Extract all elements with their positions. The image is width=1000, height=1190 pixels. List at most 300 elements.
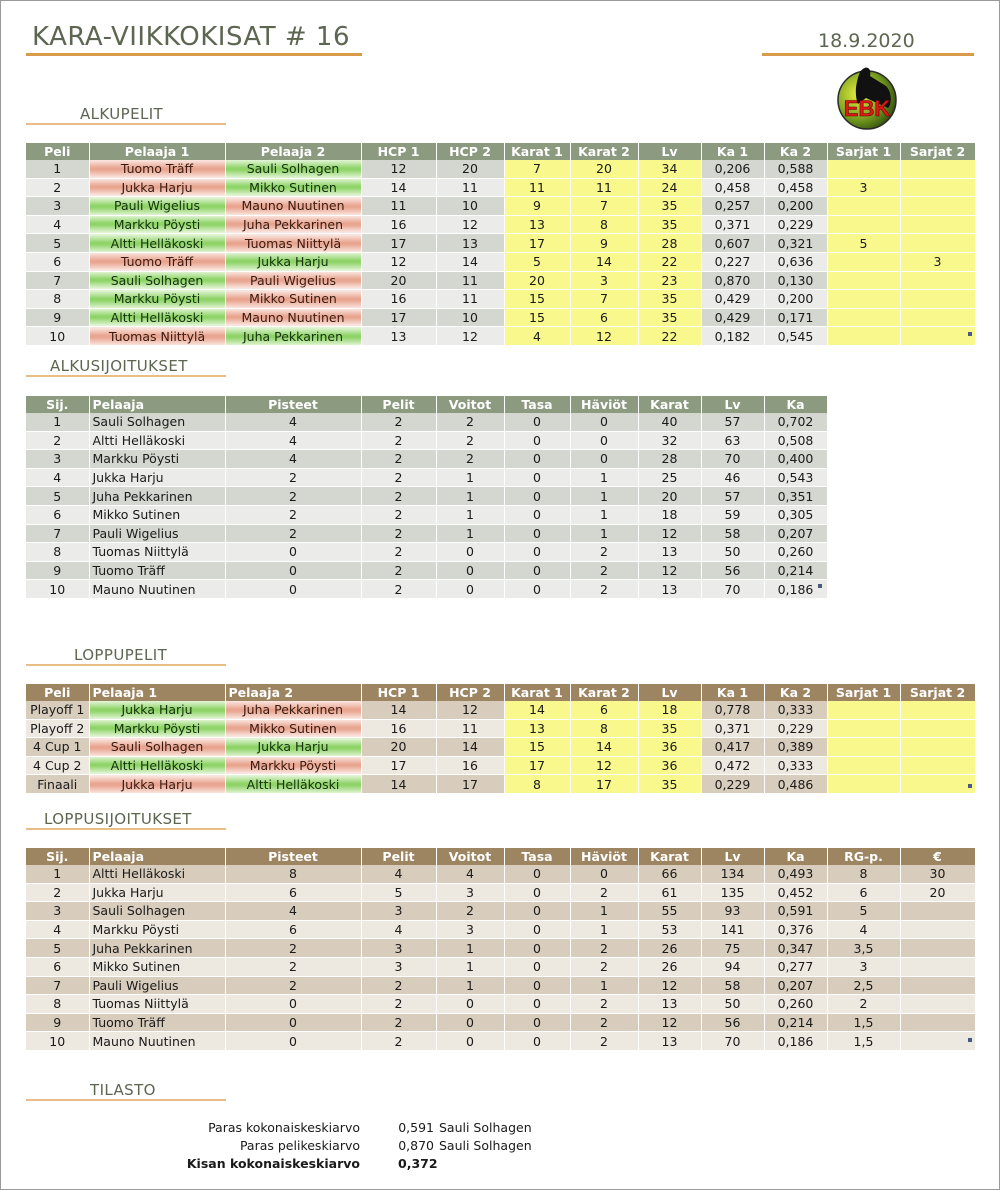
- wins-cell[interactable]: 2: [436, 450, 504, 469]
- karat-1-cell[interactable]: 4: [504, 327, 570, 346]
- prize-cell[interactable]: 20: [900, 883, 975, 902]
- sarjat-2-cell[interactable]: [900, 215, 975, 234]
- lv-cell[interactable]: 58: [701, 524, 764, 543]
- draws-cell[interactable]: 0: [504, 995, 570, 1014]
- wins-cell[interactable]: 3: [436, 920, 504, 939]
- ka-cell[interactable]: 0,702: [764, 413, 827, 431]
- ka-cell[interactable]: 0,186: [764, 1032, 827, 1051]
- lv-cell[interactable]: 35: [638, 775, 701, 794]
- player-1-cell[interactable]: Sauli Solhagen: [89, 738, 225, 757]
- ka-2-cell[interactable]: 0,171: [764, 308, 827, 327]
- losses-cell[interactable]: 2: [570, 1013, 638, 1032]
- wins-cell[interactable]: 0: [436, 1032, 504, 1051]
- ka-1-cell[interactable]: 0,778: [701, 701, 764, 719]
- player-cell[interactable]: Mikko Sutinen: [89, 957, 225, 976]
- player-1-cell[interactable]: Altti Helläkoski: [89, 308, 225, 327]
- ka-2-cell[interactable]: 0,200: [764, 197, 827, 216]
- karat-1-cell[interactable]: 15: [504, 290, 570, 309]
- player-1-cell[interactable]: Markku Pöysti: [89, 290, 225, 309]
- lv-cell[interactable]: 35: [638, 197, 701, 216]
- draws-cell[interactable]: 0: [504, 561, 570, 580]
- player-cell[interactable]: Pauli Wigelius: [89, 524, 225, 543]
- sarjat-1-cell[interactable]: [827, 271, 900, 290]
- losses-cell[interactable]: 0: [570, 431, 638, 450]
- draws-cell[interactable]: 0: [504, 902, 570, 921]
- karat-1-cell[interactable]: 7: [504, 160, 570, 178]
- resize-handle[interactable]: [968, 332, 972, 336]
- ka-1-cell[interactable]: 0,458: [701, 178, 764, 197]
- karat-2-cell[interactable]: 3: [570, 271, 638, 290]
- karat-1-cell[interactable]: 8: [504, 775, 570, 794]
- sarjat-1-cell[interactable]: [827, 738, 900, 757]
- sarjat-1-cell[interactable]: [827, 756, 900, 775]
- player-cell[interactable]: Altti Helläkoski: [89, 865, 225, 883]
- player-cell[interactable]: Altti Helläkoski: [89, 431, 225, 450]
- game-number-cell[interactable]: 2: [26, 178, 89, 197]
- points-cell[interactable]: 4: [225, 902, 361, 921]
- karat-cell[interactable]: 12: [638, 561, 701, 580]
- ka-1-cell[interactable]: 0,472: [701, 756, 764, 775]
- player-1-cell[interactable]: Jukka Harju: [89, 701, 225, 719]
- ka-2-cell[interactable]: 0,200: [764, 290, 827, 309]
- draws-cell[interactable]: 0: [504, 450, 570, 469]
- game-number-cell[interactable]: 1: [26, 160, 89, 178]
- sarjat-1-cell[interactable]: [827, 308, 900, 327]
- games-cell[interactable]: 5: [361, 883, 436, 902]
- lv-cell[interactable]: 63: [701, 431, 764, 450]
- hcp-2-cell[interactable]: 14: [436, 252, 504, 271]
- draws-cell[interactable]: 0: [504, 1013, 570, 1032]
- karat-2-cell[interactable]: 7: [570, 290, 638, 309]
- losses-cell[interactable]: 0: [570, 413, 638, 431]
- game-number-cell[interactable]: 4 Cup 2: [26, 756, 89, 775]
- ka-2-cell[interactable]: 0,545: [764, 327, 827, 346]
- points-cell[interactable]: 4: [225, 431, 361, 450]
- karat-cell[interactable]: 13: [638, 995, 701, 1014]
- points-cell[interactable]: 2: [225, 524, 361, 543]
- rank-cell[interactable]: 8: [26, 543, 89, 562]
- player-2-cell[interactable]: Mikko Sutinen: [225, 178, 361, 197]
- games-cell[interactable]: 2: [361, 468, 436, 487]
- games-cell[interactable]: 2: [361, 1013, 436, 1032]
- lv-cell[interactable]: 59: [701, 505, 764, 524]
- lv-cell[interactable]: 35: [638, 719, 701, 738]
- karat-2-cell[interactable]: 12: [570, 756, 638, 775]
- lv-cell[interactable]: 70: [701, 580, 764, 599]
- hcp-2-cell[interactable]: 11: [436, 271, 504, 290]
- sarjat-2-cell[interactable]: [900, 738, 975, 757]
- wins-cell[interactable]: 2: [436, 431, 504, 450]
- karat-1-cell[interactable]: 14: [504, 701, 570, 719]
- draws-cell[interactable]: 0: [504, 976, 570, 995]
- karat-2-cell[interactable]: 8: [570, 719, 638, 738]
- game-number-cell[interactable]: 4: [26, 215, 89, 234]
- rank-cell[interactable]: 7: [26, 976, 89, 995]
- hcp-2-cell[interactable]: 11: [436, 290, 504, 309]
- player-cell[interactable]: Mikko Sutinen: [89, 505, 225, 524]
- game-number-cell[interactable]: 10: [26, 327, 89, 346]
- karat-cell[interactable]: 20: [638, 487, 701, 506]
- hcp-1-cell[interactable]: 16: [361, 290, 436, 309]
- ka-1-cell[interactable]: 0,257: [701, 197, 764, 216]
- player-2-cell[interactable]: Markku Pöysti: [225, 756, 361, 775]
- games-cell[interactable]: 2: [361, 413, 436, 431]
- games-cell[interactable]: 4: [361, 865, 436, 883]
- rank-cell[interactable]: 3: [26, 902, 89, 921]
- ka-cell[interactable]: 0,543: [764, 468, 827, 487]
- player-cell[interactable]: Markku Pöysti: [89, 450, 225, 469]
- ka-cell[interactable]: 0,400: [764, 450, 827, 469]
- hcp-2-cell[interactable]: 12: [436, 215, 504, 234]
- player-2-cell[interactable]: Sauli Solhagen: [225, 160, 361, 178]
- karat-cell[interactable]: 12: [638, 976, 701, 995]
- karat-2-cell[interactable]: 20: [570, 160, 638, 178]
- karat-1-cell[interactable]: 11: [504, 178, 570, 197]
- karat-cell[interactable]: 26: [638, 957, 701, 976]
- ka-cell[interactable]: 0,376: [764, 920, 827, 939]
- lv-cell[interactable]: 93: [701, 902, 764, 921]
- sarjat-2-cell[interactable]: [900, 290, 975, 309]
- points-cell[interactable]: 2: [225, 487, 361, 506]
- lv-cell[interactable]: 70: [701, 450, 764, 469]
- lv-cell[interactable]: 50: [701, 995, 764, 1014]
- hcp-1-cell[interactable]: 17: [361, 756, 436, 775]
- sarjat-1-cell[interactable]: [827, 775, 900, 794]
- ka-1-cell[interactable]: 0,227: [701, 252, 764, 271]
- lv-cell[interactable]: 57: [701, 413, 764, 431]
- rank-cell[interactable]: 2: [26, 883, 89, 902]
- karat-cell[interactable]: 26: [638, 939, 701, 958]
- ka-2-cell[interactable]: 0,588: [764, 160, 827, 178]
- lv-cell[interactable]: 141: [701, 920, 764, 939]
- rg-points-cell[interactable]: 2: [827, 995, 900, 1014]
- prize-cell[interactable]: [900, 939, 975, 958]
- sarjat-1-cell[interactable]: [827, 290, 900, 309]
- player-cell[interactable]: Tuomas Niittylä: [89, 543, 225, 562]
- rank-cell[interactable]: 10: [26, 1032, 89, 1051]
- draws-cell[interactable]: 0: [504, 1032, 570, 1051]
- wins-cell[interactable]: 1: [436, 976, 504, 995]
- player-cell[interactable]: Jukka Harju: [89, 468, 225, 487]
- lv-cell[interactable]: 22: [638, 327, 701, 346]
- game-number-cell[interactable]: 9: [26, 308, 89, 327]
- points-cell[interactable]: 0: [225, 995, 361, 1014]
- karat-2-cell[interactable]: 6: [570, 308, 638, 327]
- games-cell[interactable]: 2: [361, 431, 436, 450]
- karat-cell[interactable]: 28: [638, 450, 701, 469]
- points-cell[interactable]: 2: [225, 468, 361, 487]
- losses-cell[interactable]: 1: [570, 902, 638, 921]
- lv-cell[interactable]: 28: [638, 234, 701, 253]
- hcp-2-cell[interactable]: 10: [436, 308, 504, 327]
- points-cell[interactable]: 6: [225, 883, 361, 902]
- lv-cell[interactable]: 56: [701, 561, 764, 580]
- rank-cell[interactable]: 4: [26, 920, 89, 939]
- player-cell[interactable]: Juha Pekkarinen: [89, 487, 225, 506]
- lv-cell[interactable]: 56: [701, 1013, 764, 1032]
- player-1-cell[interactable]: Altti Helläkoski: [89, 234, 225, 253]
- ka-cell[interactable]: 0,214: [764, 561, 827, 580]
- player-cell[interactable]: Sauli Solhagen: [89, 902, 225, 921]
- wins-cell[interactable]: 0: [436, 561, 504, 580]
- karat-2-cell[interactable]: 17: [570, 775, 638, 794]
- player-1-cell[interactable]: Tuomas Niittylä: [89, 327, 225, 346]
- player-1-cell[interactable]: Sauli Solhagen: [89, 271, 225, 290]
- hcp-1-cell[interactable]: 14: [361, 775, 436, 794]
- game-number-cell[interactable]: Playoff 2: [26, 719, 89, 738]
- karat-2-cell[interactable]: 12: [570, 327, 638, 346]
- resize-handle[interactable]: [968, 784, 972, 788]
- lv-cell[interactable]: 75: [701, 939, 764, 958]
- lv-cell[interactable]: 46: [701, 468, 764, 487]
- lv-cell[interactable]: 35: [638, 290, 701, 309]
- points-cell[interactable]: 0: [225, 561, 361, 580]
- karat-cell[interactable]: 32: [638, 431, 701, 450]
- rg-points-cell[interactable]: 2,5: [827, 976, 900, 995]
- karat-cell[interactable]: 12: [638, 1013, 701, 1032]
- lv-cell[interactable]: 34: [638, 160, 701, 178]
- ka-cell[interactable]: 0,347: [764, 939, 827, 958]
- lv-cell[interactable]: 135: [701, 883, 764, 902]
- hcp-1-cell[interactable]: 16: [361, 215, 436, 234]
- karat-1-cell[interactable]: 9: [504, 197, 570, 216]
- player-cell[interactable]: Tuomo Träff: [89, 561, 225, 580]
- losses-cell[interactable]: 1: [570, 524, 638, 543]
- wins-cell[interactable]: 0: [436, 995, 504, 1014]
- rank-cell[interactable]: 4: [26, 468, 89, 487]
- ka-cell[interactable]: 0,207: [764, 524, 827, 543]
- player-2-cell[interactable]: Mikko Sutinen: [225, 290, 361, 309]
- draws-cell[interactable]: 0: [504, 431, 570, 450]
- karat-2-cell[interactable]: 11: [570, 178, 638, 197]
- ka-cell[interactable]: 0,207: [764, 976, 827, 995]
- wins-cell[interactable]: 1: [436, 524, 504, 543]
- karat-cell[interactable]: 66: [638, 865, 701, 883]
- player-cell[interactable]: Pauli Wigelius: [89, 976, 225, 995]
- player-2-cell[interactable]: Altti Helläkoski: [225, 775, 361, 794]
- karat-cell[interactable]: 13: [638, 580, 701, 599]
- ka-2-cell[interactable]: 0,229: [764, 215, 827, 234]
- player-2-cell[interactable]: Juha Pekkarinen: [225, 215, 361, 234]
- losses-cell[interactable]: 2: [570, 543, 638, 562]
- points-cell[interactable]: 2: [225, 957, 361, 976]
- prize-cell[interactable]: [900, 957, 975, 976]
- lv-cell[interactable]: 36: [638, 738, 701, 757]
- ka-cell[interactable]: 0,305: [764, 505, 827, 524]
- rank-cell[interactable]: 9: [26, 561, 89, 580]
- losses-cell[interactable]: 1: [570, 920, 638, 939]
- hcp-1-cell[interactable]: 16: [361, 719, 436, 738]
- karat-cell[interactable]: 13: [638, 543, 701, 562]
- sarjat-1-cell[interactable]: [827, 160, 900, 178]
- wins-cell[interactable]: 2: [436, 413, 504, 431]
- ka-2-cell[interactable]: 0,321: [764, 234, 827, 253]
- losses-cell[interactable]: 0: [570, 450, 638, 469]
- player-2-cell[interactable]: Jukka Harju: [225, 738, 361, 757]
- ka-2-cell[interactable]: 0,486: [764, 775, 827, 794]
- prize-cell[interactable]: [900, 1032, 975, 1051]
- ka-cell[interactable]: 0,493: [764, 865, 827, 883]
- ka-1-cell[interactable]: 0,607: [701, 234, 764, 253]
- karat-1-cell[interactable]: 13: [504, 719, 570, 738]
- games-cell[interactable]: 2: [361, 487, 436, 506]
- hcp-2-cell[interactable]: 14: [436, 738, 504, 757]
- losses-cell[interactable]: 1: [570, 487, 638, 506]
- lv-cell[interactable]: 23: [638, 271, 701, 290]
- lv-cell[interactable]: 35: [638, 215, 701, 234]
- ka-1-cell[interactable]: 0,229: [701, 775, 764, 794]
- ka-1-cell[interactable]: 0,371: [701, 215, 764, 234]
- hcp-1-cell[interactable]: 17: [361, 308, 436, 327]
- lv-cell[interactable]: 50: [701, 543, 764, 562]
- lv-cell[interactable]: 70: [701, 1032, 764, 1051]
- points-cell[interactable]: 6: [225, 920, 361, 939]
- player-2-cell[interactable]: Juha Pekkarinen: [225, 327, 361, 346]
- wins-cell[interactable]: 1: [436, 487, 504, 506]
- player-1-cell[interactable]: Markku Pöysti: [89, 719, 225, 738]
- wins-cell[interactable]: 0: [436, 580, 504, 599]
- wins-cell[interactable]: 1: [436, 939, 504, 958]
- player-cell[interactable]: Juha Pekkarinen: [89, 939, 225, 958]
- rank-cell[interactable]: 1: [26, 413, 89, 431]
- player-1-cell[interactable]: Pauli Wigelius: [89, 197, 225, 216]
- ka-2-cell[interactable]: 0,130: [764, 271, 827, 290]
- draws-cell[interactable]: 0: [504, 920, 570, 939]
- points-cell[interactable]: 4: [225, 450, 361, 469]
- lv-cell[interactable]: 134: [701, 865, 764, 883]
- prize-cell[interactable]: 30: [900, 865, 975, 883]
- ka-cell[interactable]: 0,214: [764, 1013, 827, 1032]
- hcp-2-cell[interactable]: 12: [436, 327, 504, 346]
- player-cell[interactable]: Sauli Solhagen: [89, 413, 225, 431]
- games-cell[interactable]: 4: [361, 920, 436, 939]
- points-cell[interactable]: 0: [225, 543, 361, 562]
- rank-cell[interactable]: 10: [26, 580, 89, 599]
- rg-points-cell[interactable]: 1,5: [827, 1013, 900, 1032]
- wins-cell[interactable]: 2: [436, 902, 504, 921]
- losses-cell[interactable]: 2: [570, 995, 638, 1014]
- games-cell[interactable]: 2: [361, 561, 436, 580]
- sarjat-2-cell[interactable]: [900, 701, 975, 719]
- draws-cell[interactable]: 0: [504, 468, 570, 487]
- hcp-1-cell[interactable]: 14: [361, 701, 436, 719]
- ka-2-cell[interactable]: 0,636: [764, 252, 827, 271]
- draws-cell[interactable]: 0: [504, 939, 570, 958]
- karat-1-cell[interactable]: 15: [504, 738, 570, 757]
- ka-2-cell[interactable]: 0,333: [764, 701, 827, 719]
- player-1-cell[interactable]: Markku Pöysti: [89, 215, 225, 234]
- karat-1-cell[interactable]: 13: [504, 215, 570, 234]
- lv-cell[interactable]: 94: [701, 957, 764, 976]
- draws-cell[interactable]: 0: [504, 865, 570, 883]
- rg-points-cell[interactable]: 4: [827, 920, 900, 939]
- karat-cell[interactable]: 61: [638, 883, 701, 902]
- wins-cell[interactable]: 0: [436, 1013, 504, 1032]
- sarjat-2-cell[interactable]: [900, 160, 975, 178]
- ka-cell[interactable]: 0,260: [764, 543, 827, 562]
- karat-cell[interactable]: 53: [638, 920, 701, 939]
- ka-1-cell[interactable]: 0,870: [701, 271, 764, 290]
- rg-points-cell[interactable]: 6: [827, 883, 900, 902]
- points-cell[interactable]: 8: [225, 865, 361, 883]
- ka-cell[interactable]: 0,591: [764, 902, 827, 921]
- hcp-1-cell[interactable]: 20: [361, 738, 436, 757]
- sarjat-2-cell[interactable]: [900, 756, 975, 775]
- rg-points-cell[interactable]: 8: [827, 865, 900, 883]
- draws-cell[interactable]: 0: [504, 580, 570, 599]
- wins-cell[interactable]: 1: [436, 957, 504, 976]
- sarjat-1-cell[interactable]: [827, 327, 900, 346]
- losses-cell[interactable]: 2: [570, 883, 638, 902]
- player-1-cell[interactable]: Altti Helläkoski: [89, 756, 225, 775]
- points-cell[interactable]: 0: [225, 1032, 361, 1051]
- games-cell[interactable]: 2: [361, 505, 436, 524]
- draws-cell[interactable]: 0: [504, 505, 570, 524]
- hcp-1-cell[interactable]: 12: [361, 252, 436, 271]
- karat-1-cell[interactable]: 20: [504, 271, 570, 290]
- sarjat-2-cell[interactable]: [900, 775, 975, 794]
- sarjat-2-cell[interactable]: [900, 197, 975, 216]
- rank-cell[interactable]: 6: [26, 957, 89, 976]
- karat-2-cell[interactable]: 14: [570, 252, 638, 271]
- karat-2-cell[interactable]: 9: [570, 234, 638, 253]
- draws-cell[interactable]: 0: [504, 524, 570, 543]
- game-number-cell[interactable]: 8: [26, 290, 89, 309]
- karat-1-cell[interactable]: 17: [504, 756, 570, 775]
- lv-cell[interactable]: 22: [638, 252, 701, 271]
- points-cell[interactable]: 0: [225, 580, 361, 599]
- game-number-cell[interactable]: 3: [26, 197, 89, 216]
- lv-cell[interactable]: 36: [638, 756, 701, 775]
- prize-cell[interactable]: [900, 995, 975, 1014]
- sarjat-2-cell[interactable]: [900, 271, 975, 290]
- games-cell[interactable]: 3: [361, 939, 436, 958]
- player-2-cell[interactable]: Juha Pekkarinen: [225, 701, 361, 719]
- hcp-2-cell[interactable]: 11: [436, 178, 504, 197]
- sarjat-1-cell[interactable]: [827, 215, 900, 234]
- ka-1-cell[interactable]: 0,206: [701, 160, 764, 178]
- draws-cell[interactable]: 0: [504, 543, 570, 562]
- games-cell[interactable]: 2: [361, 524, 436, 543]
- points-cell[interactable]: 2: [225, 505, 361, 524]
- karat-cell[interactable]: 25: [638, 468, 701, 487]
- sarjat-1-cell[interactable]: [827, 719, 900, 738]
- games-cell[interactable]: 2: [361, 450, 436, 469]
- lv-cell[interactable]: 18: [638, 701, 701, 719]
- points-cell[interactable]: 4: [225, 413, 361, 431]
- losses-cell[interactable]: 2: [570, 561, 638, 580]
- losses-cell[interactable]: 2: [570, 939, 638, 958]
- sarjat-1-cell[interactable]: 5: [827, 234, 900, 253]
- rank-cell[interactable]: 2: [26, 431, 89, 450]
- ka-cell[interactable]: 0,277: [764, 957, 827, 976]
- karat-1-cell[interactable]: 15: [504, 308, 570, 327]
- draws-cell[interactable]: 0: [504, 883, 570, 902]
- player-2-cell[interactable]: Jukka Harju: [225, 252, 361, 271]
- hcp-2-cell[interactable]: 12: [436, 701, 504, 719]
- ka-cell[interactable]: 0,186: [764, 580, 827, 599]
- losses-cell[interactable]: 1: [570, 468, 638, 487]
- ka-1-cell[interactable]: 0,371: [701, 719, 764, 738]
- hcp-1-cell[interactable]: 17: [361, 234, 436, 253]
- sarjat-2-cell[interactable]: [900, 719, 975, 738]
- ka-1-cell[interactable]: 0,429: [701, 290, 764, 309]
- karat-cell[interactable]: 40: [638, 413, 701, 431]
- karat-2-cell[interactable]: 14: [570, 738, 638, 757]
- hcp-1-cell[interactable]: 14: [361, 178, 436, 197]
- resize-handle[interactable]: [968, 1038, 972, 1042]
- prize-cell[interactable]: [900, 976, 975, 995]
